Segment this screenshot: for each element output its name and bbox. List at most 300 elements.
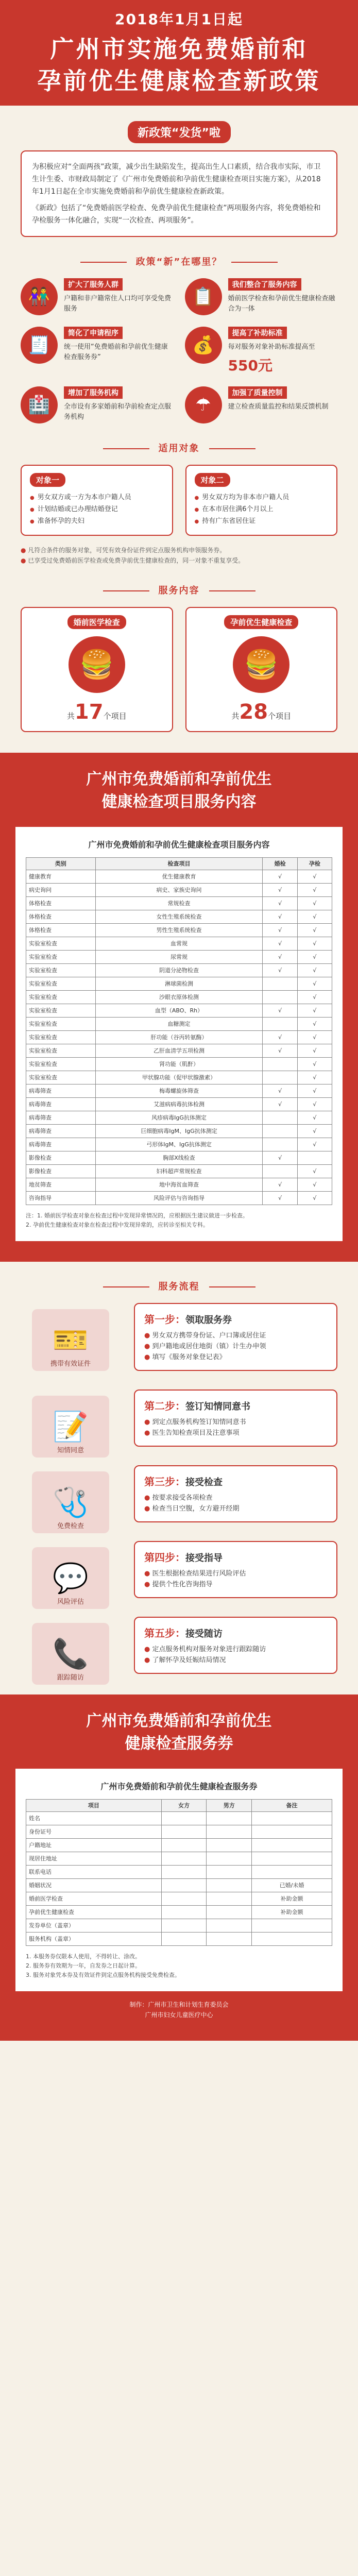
table-cell bbox=[207, 1812, 252, 1825]
table-cell: √ bbox=[297, 1084, 332, 1098]
whats-new-tag: 增加了服务机构 bbox=[64, 386, 123, 399]
section-heading-whats-new: 政策“新”在哪里？ bbox=[0, 255, 358, 268]
sheet-note: 1. 本服务券仅限本人使用，不得转让、涂改。 bbox=[26, 1953, 141, 1960]
table-cell: √ bbox=[297, 1098, 332, 1111]
page-title-line1: 广州市实施免费婚前和 bbox=[50, 35, 308, 63]
table-cell: √ bbox=[297, 1031, 332, 1044]
whats-new-tag: 简化了申请程序 bbox=[64, 327, 123, 339]
table-cell bbox=[161, 1906, 207, 1919]
list-item: ● 医生告知检查项目及注意事项 bbox=[144, 1428, 327, 1438]
intro-paragraph: 为积极应对“全面两孩”政策，减少出生缺陷发生，提高出生人口素质，结合我市实际，市卫生计生委、市财政局制定了《广州市免费婚前和孕前优生健康检查项目实施方案》，从2018年1月1日起在全市实施免费婚前和孕前优生健康检查新政策。 bbox=[32, 163, 321, 196]
list-item: ● 到定点服务机构签订知情同意书 bbox=[144, 1417, 327, 1428]
table-cell: 健康教育 bbox=[26, 870, 96, 884]
step-list bbox=[144, 1568, 327, 1590]
table-cell: √ bbox=[297, 1058, 332, 1071]
process-steps bbox=[0, 1303, 358, 1682]
table-cell: 孕前优生健康检查 bbox=[26, 1906, 162, 1919]
table-cell bbox=[161, 1812, 207, 1825]
table-row bbox=[26, 1044, 332, 1058]
table-cell: √ bbox=[263, 1178, 297, 1192]
table-cell: 实验室检查 bbox=[26, 1058, 96, 1071]
service-count-number: 28 bbox=[239, 700, 268, 724]
target-card-title: 对象一 bbox=[30, 473, 65, 487]
table-cell: √ bbox=[263, 884, 297, 897]
table-cell: √ bbox=[297, 1018, 332, 1031]
sheet-note: 2. 孕前优生健康检查对象在检查过程中发现异常的，应转诊至相关专科。 bbox=[26, 1222, 209, 1228]
table-header-cell: 检查项目 bbox=[95, 858, 263, 870]
step-name: 签订知情同意书 bbox=[185, 1401, 250, 1412]
table-cell: √ bbox=[263, 1031, 297, 1044]
coin-icon: 💰 bbox=[185, 327, 222, 364]
table-row bbox=[26, 1825, 332, 1839]
table-cell: 风险评估与咨询指导 bbox=[95, 1192, 263, 1205]
intro-box bbox=[21, 150, 337, 237]
table-cell: 咨询指导 bbox=[26, 1192, 96, 1205]
list-item: ● 医生根据检查结果进行风险评估 bbox=[144, 1568, 327, 1579]
table-cell: 实验室检查 bbox=[26, 1004, 96, 1018]
table-cell: 病史、家族史询问 bbox=[95, 884, 263, 897]
table-row bbox=[26, 1151, 332, 1165]
table-cell: √ bbox=[297, 977, 332, 991]
table-cell: 常规检查 bbox=[95, 897, 263, 910]
items-band-title: 广州市免费婚前和孕前优生 健康检查项目服务内容 bbox=[86, 770, 272, 811]
table-cell: √ bbox=[263, 951, 297, 964]
table-cell bbox=[263, 1018, 297, 1031]
service-count-prefix: 共 bbox=[66, 711, 75, 721]
list-item: ● 到户籍地或居住地街（镇）计生办申领 bbox=[144, 1341, 327, 1352]
voucher-notes bbox=[26, 1952, 332, 1980]
table-cell: 体格检查 bbox=[26, 924, 96, 937]
table-cell: 病毒筛查 bbox=[26, 1138, 96, 1151]
table-cell: 实验室检查 bbox=[26, 1018, 96, 1031]
table-row bbox=[26, 991, 332, 1004]
table-row bbox=[26, 1906, 332, 1919]
table-row bbox=[26, 897, 332, 910]
service-count-prefix: 共 bbox=[231, 711, 240, 721]
table-cell: 艾滋病病毒抗体检测 bbox=[95, 1098, 263, 1111]
table-cell bbox=[252, 1933, 332, 1946]
table-cell: 体格检查 bbox=[26, 910, 96, 924]
step-list bbox=[144, 1644, 327, 1666]
list-item: ● 男女双方均为非本市户籍人员 bbox=[195, 492, 329, 504]
table-cell: 肝功能（谷丙转氨酶） bbox=[95, 1031, 263, 1044]
step-number: 第四步：接受指导 bbox=[144, 1551, 223, 1564]
whats-new-text bbox=[228, 386, 329, 412]
table-row bbox=[26, 1852, 332, 1866]
step-name: 接受随访 bbox=[185, 1629, 223, 1639]
table-cell: 血常规 bbox=[95, 937, 263, 951]
doctor-icon: 🩺 免费检查 bbox=[32, 1471, 109, 1533]
service-count-suffix: 个项目 bbox=[103, 711, 127, 721]
table-row bbox=[26, 1192, 332, 1205]
phone-icon: 📞 跟踪随访 bbox=[32, 1623, 109, 1685]
table-cell bbox=[207, 1933, 252, 1946]
table-cell: 影像检查 bbox=[26, 1165, 96, 1178]
voucher-sheet bbox=[15, 1769, 343, 1991]
target-note: ● 已享受过免费婚前医学检查或免费孕前优生健康检查的，同一对象不重复享受。 bbox=[21, 555, 337, 566]
list-item: ● 准备怀孕的夫妇 bbox=[30, 516, 164, 528]
ticket-icon: 🎫 携带有效证件 bbox=[32, 1309, 109, 1371]
list-item: ● 了解怀孕及妊娠结局情况 bbox=[144, 1655, 327, 1666]
table-cell: 病史询问 bbox=[26, 884, 96, 897]
table-cell: 现居住地址 bbox=[26, 1852, 162, 1866]
table-row bbox=[26, 1178, 332, 1192]
whats-new-item bbox=[21, 386, 174, 423]
step-caption: 携带有效证件 bbox=[50, 1360, 91, 1368]
service-count bbox=[30, 700, 164, 724]
list-item: ● 持有广东省居住证 bbox=[195, 516, 329, 528]
table-cell: 血糖测定 bbox=[95, 1018, 263, 1031]
step-number: 第一步：领取服务券 bbox=[144, 1313, 232, 1326]
table-cell: 实验室检查 bbox=[26, 977, 96, 991]
service-count-number: 17 bbox=[74, 700, 104, 724]
table-row bbox=[26, 977, 332, 991]
service-card-title: 孕前优生健康检查 bbox=[224, 615, 298, 629]
umbrella-icon: ☂ bbox=[185, 386, 222, 423]
whats-new-tag: 扩大了服务人群 bbox=[64, 278, 123, 291]
table-cell: √ bbox=[263, 870, 297, 884]
table-cell: √ bbox=[297, 1004, 332, 1018]
table-cell bbox=[252, 1839, 332, 1852]
effective-date: 2018年1月1日起 bbox=[115, 11, 243, 28]
table-row bbox=[26, 1084, 332, 1098]
table-row bbox=[26, 1919, 332, 1933]
service-count bbox=[195, 700, 329, 724]
table-cell: √ bbox=[263, 1044, 297, 1058]
table-cell: 弓形体IgM、IgG抗体测定 bbox=[95, 1138, 263, 1151]
table-cell bbox=[263, 1071, 297, 1084]
page-title-line2: 孕前优生健康检查新政策 bbox=[37, 67, 321, 95]
table-cell: √ bbox=[297, 924, 332, 937]
whats-new-figure: 550元 bbox=[228, 357, 272, 374]
section-heading-process: 服务流程 bbox=[0, 1279, 358, 1293]
list-item: ● 提供个性化咨询指导 bbox=[144, 1579, 327, 1590]
service-card bbox=[185, 607, 338, 732]
table-cell: √ bbox=[297, 910, 332, 924]
whats-new-item bbox=[21, 278, 174, 315]
target-card-list bbox=[30, 492, 164, 528]
list-item: ● 男女双方携带身份证、户口簿或居住证 bbox=[144, 1330, 327, 1341]
table-cell: 女性生殖系统检查 bbox=[95, 910, 263, 924]
table-cell bbox=[252, 1812, 332, 1825]
table-cell: 风疹病毒IgG抗体测定 bbox=[95, 1111, 263, 1125]
table-cell: 户籍地址 bbox=[26, 1839, 162, 1852]
table-cell: √ bbox=[297, 897, 332, 910]
table-cell bbox=[161, 1892, 207, 1906]
table-row bbox=[26, 964, 332, 977]
table-row bbox=[26, 924, 332, 937]
table-row bbox=[26, 1111, 332, 1125]
form-icon: 🧾 bbox=[21, 327, 58, 364]
step-caption: 知情同意 bbox=[57, 1447, 84, 1454]
table-cell: √ bbox=[297, 991, 332, 1004]
items-sheet bbox=[15, 827, 343, 1241]
table-cell: √ bbox=[263, 937, 297, 951]
table-row bbox=[26, 1866, 332, 1879]
table-cell bbox=[207, 1906, 252, 1919]
section-heading-service: 服务内容 bbox=[0, 583, 358, 597]
step-list bbox=[144, 1417, 327, 1438]
table-cell: √ bbox=[297, 1138, 332, 1151]
table-cell: 已婚/未婚 bbox=[252, 1879, 332, 1892]
voucher-band bbox=[0, 1694, 358, 2041]
table-cell: √ bbox=[263, 1192, 297, 1205]
process-step bbox=[50, 1303, 337, 1371]
whats-new-text bbox=[64, 327, 174, 363]
list-item: ● 填写《服务对象登记表》 bbox=[144, 1352, 327, 1363]
table-cell bbox=[252, 1919, 332, 1933]
table-cell: 服务机构（盖章） bbox=[26, 1933, 162, 1946]
contract-icon: 📝 知情同意 bbox=[32, 1396, 109, 1458]
table-cell bbox=[263, 1111, 297, 1125]
whats-new-desc: 全市设有多家婚前和孕前检查定点服务机构 bbox=[64, 403, 172, 421]
table-cell bbox=[207, 1892, 252, 1906]
table-cell: 血型（ABO、Rh） bbox=[95, 1004, 263, 1018]
step-caption: 跟踪随访 bbox=[57, 1674, 84, 1682]
step-list bbox=[144, 1330, 327, 1363]
items-band bbox=[0, 753, 358, 1262]
table-cell bbox=[161, 1825, 207, 1839]
table-header-cell: 男方 bbox=[207, 1800, 252, 1812]
whats-new-tag: 加强了质量控制 bbox=[228, 386, 287, 399]
items-sheet-title: 广州市免费婚前和孕前优生健康检查项目服务内容 bbox=[88, 840, 270, 850]
table-row bbox=[26, 1071, 332, 1084]
table-cell bbox=[252, 1852, 332, 1866]
table-row bbox=[26, 1138, 332, 1151]
table-cell: 病毒筛查 bbox=[26, 1111, 96, 1125]
list-item: ● 在本市居住满6个月以上 bbox=[195, 504, 329, 516]
table-row bbox=[26, 951, 332, 964]
table-cell: 肾功能（肌酐） bbox=[95, 1058, 263, 1071]
table-cell: √ bbox=[297, 951, 332, 964]
table-cell: 发券单位（盖章） bbox=[26, 1919, 162, 1933]
sheet-note: 3. 服务对象凭本券及有效证件到定点服务机构接受免费检查。 bbox=[26, 1972, 180, 1978]
table-row bbox=[26, 1892, 332, 1906]
table-header-cell: 婚检 bbox=[263, 858, 297, 870]
whats-new-item bbox=[21, 327, 174, 375]
table-row bbox=[26, 870, 332, 884]
whats-new-text bbox=[228, 278, 338, 314]
table-cell bbox=[161, 1852, 207, 1866]
whats-new-desc: 户籍和非户籍常住人口均可享受免费服务 bbox=[64, 295, 172, 313]
list-item: ● 按要求接受各项检查 bbox=[144, 1493, 327, 1503]
footer: 制作：广州市卫生和计划生育委员会 广州市妇女儿童医疗中心 bbox=[129, 2001, 229, 2019]
table-row bbox=[26, 1098, 332, 1111]
whats-new-tag: 提高了补助标准 bbox=[228, 327, 287, 339]
table-row bbox=[26, 910, 332, 924]
table-cell: √ bbox=[297, 1071, 332, 1084]
table-cell bbox=[207, 1852, 252, 1866]
table-row bbox=[26, 937, 332, 951]
table-cell: √ bbox=[263, 897, 297, 910]
table-cell: 病毒筛查 bbox=[26, 1098, 96, 1111]
table-cell: 阴道分泌物检查 bbox=[95, 964, 263, 977]
voucher-band-title: 广州市免费婚前和孕前优生 健康检查服务券 bbox=[86, 1712, 272, 1753]
whats-new-item bbox=[185, 278, 338, 315]
table-header-cell: 备注 bbox=[252, 1800, 332, 1812]
table-row bbox=[26, 1125, 332, 1138]
table-cell: √ bbox=[297, 1192, 332, 1205]
list-item: ● 检查当日空腹，女方避开经期 bbox=[144, 1503, 327, 1514]
target-card bbox=[185, 465, 338, 536]
step-caption: 免费检查 bbox=[57, 1522, 84, 1530]
table-cell bbox=[263, 977, 297, 991]
table-cell bbox=[263, 1138, 297, 1151]
table-cell: √ bbox=[297, 1165, 332, 1178]
process-step bbox=[53, 1541, 337, 1606]
table-cell: √ bbox=[297, 884, 332, 897]
table-cell: √ bbox=[297, 1178, 332, 1192]
table-cell bbox=[263, 991, 297, 1004]
page-header bbox=[0, 0, 358, 106]
table-row bbox=[26, 1031, 332, 1044]
list-item: ● 计划结婚或已办理结婚登记 bbox=[30, 504, 164, 516]
whats-new-desc: 每对服务对象补助标准提高至 bbox=[228, 343, 315, 351]
table-cell: 身份证号 bbox=[26, 1825, 162, 1839]
people-icon: 👫 bbox=[21, 278, 58, 315]
table-cell: 实验室检查 bbox=[26, 951, 96, 964]
target-card bbox=[21, 465, 173, 536]
step-number: 第五步：接受随访 bbox=[144, 1627, 223, 1639]
step-name: 接受指导 bbox=[185, 1553, 223, 1564]
table-cell: √ bbox=[263, 1084, 297, 1098]
table-cell: 淋球菌检测 bbox=[95, 977, 263, 991]
table-cell: 实验室检查 bbox=[26, 1044, 96, 1058]
whats-new-text bbox=[64, 386, 174, 422]
table-cell bbox=[207, 1866, 252, 1879]
step-number: 第二步：签订知情同意书 bbox=[144, 1400, 250, 1412]
table-row bbox=[26, 1933, 332, 1946]
table-cell: √ bbox=[297, 1125, 332, 1138]
table-cell bbox=[161, 1879, 207, 1892]
burger-icon: 🍔 bbox=[69, 636, 125, 693]
table-cell: √ bbox=[297, 1044, 332, 1058]
table-cell: 姓名 bbox=[26, 1812, 162, 1825]
table-row bbox=[26, 1058, 332, 1071]
service-card bbox=[21, 607, 173, 732]
step-name: 接受检查 bbox=[185, 1477, 223, 1488]
list-item: ● 定点服务机构对服务对象进行跟踪随访 bbox=[144, 1644, 327, 1655]
whats-new-text bbox=[228, 327, 315, 375]
table-cell: 补助金额 bbox=[252, 1906, 332, 1919]
table-cell bbox=[161, 1919, 207, 1933]
step-list bbox=[144, 1493, 327, 1514]
table-cell: 补助金额 bbox=[252, 1892, 332, 1906]
table-cell: 婚姻状况 bbox=[26, 1879, 162, 1892]
table-row bbox=[26, 1839, 332, 1852]
table-cell: √ bbox=[297, 870, 332, 884]
table-cell: 联系电话 bbox=[26, 1866, 162, 1879]
table-cell bbox=[161, 1866, 207, 1879]
voucher-sheet-title: 广州市免费婚前和孕前优生健康检查服务券 bbox=[100, 1782, 258, 1791]
table-cell: √ bbox=[297, 937, 332, 951]
table-header-cell: 女方 bbox=[161, 1800, 207, 1812]
table-row bbox=[26, 1165, 332, 1178]
section-heading-target: 适用对象 bbox=[0, 441, 358, 454]
table-header-cell: 项目 bbox=[26, 1800, 162, 1812]
table-cell: 体格检查 bbox=[26, 897, 96, 910]
table-row bbox=[26, 1018, 332, 1031]
table-cell: 婚前医学检查 bbox=[26, 1892, 162, 1906]
table-cell: 乙肝血清学五项检测 bbox=[95, 1044, 263, 1058]
step-name: 领取服务券 bbox=[185, 1315, 232, 1326]
table-cell: 实验室检查 bbox=[26, 1031, 96, 1044]
whats-new-desc: 建立检查质量监控和结果反馈机制 bbox=[228, 403, 329, 411]
items-table bbox=[26, 857, 332, 1205]
service-cards bbox=[0, 607, 358, 732]
table-cell: √ bbox=[263, 924, 297, 937]
table-cell: 病毒筛查 bbox=[26, 1125, 96, 1138]
table-cell bbox=[207, 1879, 252, 1892]
service-card-title: 婚前医学检查 bbox=[67, 615, 126, 629]
clipboard-icon: 📋 bbox=[185, 278, 222, 315]
list-item: ● 男女双方或一方为本市户籍人员 bbox=[30, 492, 164, 504]
table-cell bbox=[263, 1058, 297, 1071]
table-cell: √ bbox=[263, 910, 297, 924]
target-card-title: 对象二 bbox=[195, 473, 230, 487]
target-card-list bbox=[195, 492, 329, 528]
table-cell: 甲状腺功能（促甲状腺激素） bbox=[95, 1071, 263, 1084]
table-cell: 男性生殖系统检查 bbox=[95, 924, 263, 937]
table-cell bbox=[207, 1839, 252, 1852]
table-cell: 优生健康教育 bbox=[95, 870, 263, 884]
voucher-table bbox=[26, 1799, 332, 1946]
whats-new-item bbox=[185, 327, 338, 375]
table-cell: 实验室检查 bbox=[26, 991, 96, 1004]
table-cell: 实验室检查 bbox=[26, 1071, 96, 1084]
target-note: ● 凡符合条件的服务对象，可凭有效身份证件到定点服务机构申领服务券。 bbox=[21, 545, 337, 555]
whats-new-item bbox=[185, 386, 338, 423]
table-cell bbox=[207, 1919, 252, 1933]
table-cell: 地中海贫血筛查 bbox=[95, 1178, 263, 1192]
intro-section bbox=[0, 106, 358, 237]
target-cards bbox=[0, 465, 358, 536]
chat-icon: 💬 风险评估 bbox=[32, 1547, 109, 1609]
whats-new-desc: 婚前医学检查和孕前优生健康检查融合为一体 bbox=[228, 295, 335, 313]
table-cell: 妇科超声常规检查 bbox=[95, 1165, 263, 1178]
process-step bbox=[53, 1389, 337, 1454]
process-step bbox=[53, 1465, 337, 1530]
burger-icon: 🍔 bbox=[233, 636, 289, 693]
service-count-suffix: 个项目 bbox=[268, 711, 292, 721]
table-cell bbox=[297, 1151, 332, 1165]
table-cell: √ bbox=[297, 1111, 332, 1125]
table-cell bbox=[161, 1933, 207, 1946]
process-step bbox=[53, 1617, 337, 1682]
table-cell: 梅毒螺旋体筛查 bbox=[95, 1084, 263, 1098]
table-cell bbox=[263, 1125, 297, 1138]
table-cell: √ bbox=[263, 1004, 297, 1018]
whats-new-grid bbox=[0, 278, 358, 423]
whats-new-tag: 我们整合了服务内容 bbox=[228, 278, 301, 291]
table-row bbox=[26, 884, 332, 897]
whats-new-text bbox=[64, 278, 174, 314]
whats-new-desc: 统一使用“免费婚前和孕前优生健康检查服务券” bbox=[64, 343, 168, 361]
table-cell: 沙眼衣原体检测 bbox=[95, 991, 263, 1004]
table-cell bbox=[161, 1839, 207, 1852]
table-cell: √ bbox=[297, 964, 332, 977]
table-row bbox=[26, 1812, 332, 1825]
table-cell: √ bbox=[263, 1098, 297, 1111]
table-cell bbox=[263, 1165, 297, 1178]
table-cell: 病毒筛查 bbox=[26, 1084, 96, 1098]
table-row bbox=[26, 1004, 332, 1018]
table-row bbox=[26, 1879, 332, 1892]
table-cell: 实验室检查 bbox=[26, 964, 96, 977]
table-cell bbox=[252, 1866, 332, 1879]
target-notes bbox=[0, 536, 358, 566]
table-cell: 地贫筛查 bbox=[26, 1178, 96, 1192]
